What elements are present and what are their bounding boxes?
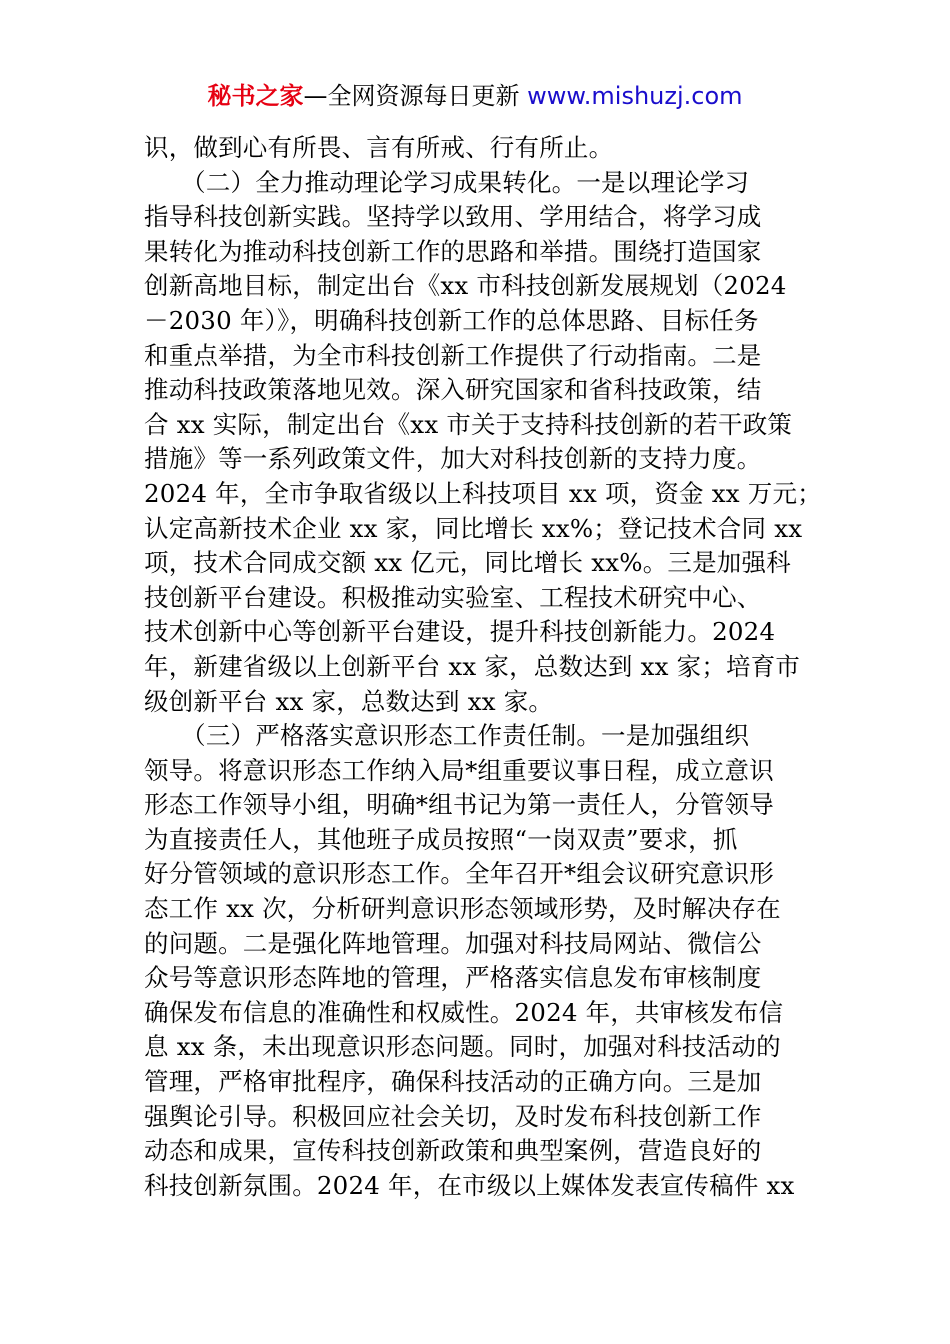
text-line: 措施》等一系列政策文件，加大对科技创新的支持力度。 — [144, 444, 762, 474]
text-line: 和重点举措，为全市科技创新工作提供了行动指南。二是 — [144, 340, 762, 370]
text-line: 创新高地目标，制定出台《xx 市科技创新发展规划（2024 — [144, 271, 787, 301]
text-line: 的问题。二是强化阵地管理。加强对科技局网站、微信公 — [144, 928, 762, 958]
text-line: 技创新平台建设。积极推动实验室、工程技术研究中心、 — [144, 582, 762, 612]
section-heading-line: （三）严格落实意识形态工作责任制。一是加强组织 — [144, 721, 750, 751]
text-line: 指导科技创新实践。坚持学以致用、学用结合，将学习成 — [144, 202, 762, 232]
text-line: 形态工作领导小组，明确*组书记为第一责任人，分管领导 — [144, 790, 774, 820]
site-header — [0, 80, 950, 112]
text-line: 为直接责任人，其他班子成员按照“一岗双责”要求，抓 — [144, 824, 738, 854]
text-line: 推动科技政策落地见效。深入研究国家和省科技政策，结 — [144, 375, 762, 405]
text-line: 领导。将意识形态工作纳入局*组重要议事日程，成立意识 — [144, 755, 774, 785]
text-line: 管理，严格审批程序，确保科技活动的正确方向。三是加 — [144, 1067, 762, 1097]
text-line: 确保发布信息的准确性和权威性。2024 年，共审核发布信 — [144, 997, 784, 1027]
text-line: －2030 年）》，明确科技创新工作的总体思路、目标任务 — [144, 305, 759, 335]
text-line: 态工作 xx 次，分析研判意识形态领域形势，及时解决存在 — [144, 894, 781, 924]
text-line: 众号等意识形态阵地的管理，严格落实信息发布审核制度 — [144, 963, 762, 993]
document-body — [144, 131, 822, 1203]
text-line: 科技创新氛围。2024 年，在市级以上媒体发表宣传稿件 xx — [144, 1170, 795, 1200]
site-url-link[interactable]: www.mishuzj.com — [527, 82, 743, 110]
text-line: 项，技术合同成交额 xx 亿元，同比增长 xx%。三是加强科 — [144, 548, 791, 578]
text-line: 认定高新技术企业 xx 家，同比增长 xx%；登记技术合同 xx — [144, 513, 803, 543]
text-line: 2024 年，全市争取省级以上科技项目 xx 项，资金 xx 万元； — [144, 478, 822, 508]
section-heading-line: （二）全力推动理论学习成果转化。一是以理论学习 — [144, 167, 750, 197]
text-line: 强舆论引导。积极回应社会关切，及时发布科技创新工作 — [144, 1101, 762, 1131]
text-line: 息 xx 条，未出现意识形态问题。同时，加强对科技活动的 — [144, 1032, 781, 1062]
text-line: 好分管领域的意识形态工作。全年召开*组会议研究意识形 — [144, 859, 774, 889]
text-line: 级创新平台 xx 家，总数达到 xx 家。 — [144, 686, 554, 716]
text-line: 技术创新中心等创新平台建设，提升科技创新能力。2024 — [144, 617, 776, 647]
site-tagline: —全网资源每日更新 — [303, 82, 528, 110]
text-line: 果转化为推动科技创新工作的思路和举措。围绕打造国家 — [144, 236, 762, 266]
text-line: 识，做到心有所畏、言有所戒、行有所止。 — [144, 133, 614, 162]
site-brand: 秘书之家 — [207, 82, 304, 110]
text-line: 年，新建省级以上创新平台 xx 家，总数达到 xx 家；培育市 — [144, 651, 801, 681]
text-line: 动态和成果，宣传科技创新政策和典型案例，营造良好的 — [144, 1136, 762, 1166]
text-line: 合 xx 实际，制定出台《xx 市关于支持科技创新的若干政策 — [144, 409, 793, 439]
